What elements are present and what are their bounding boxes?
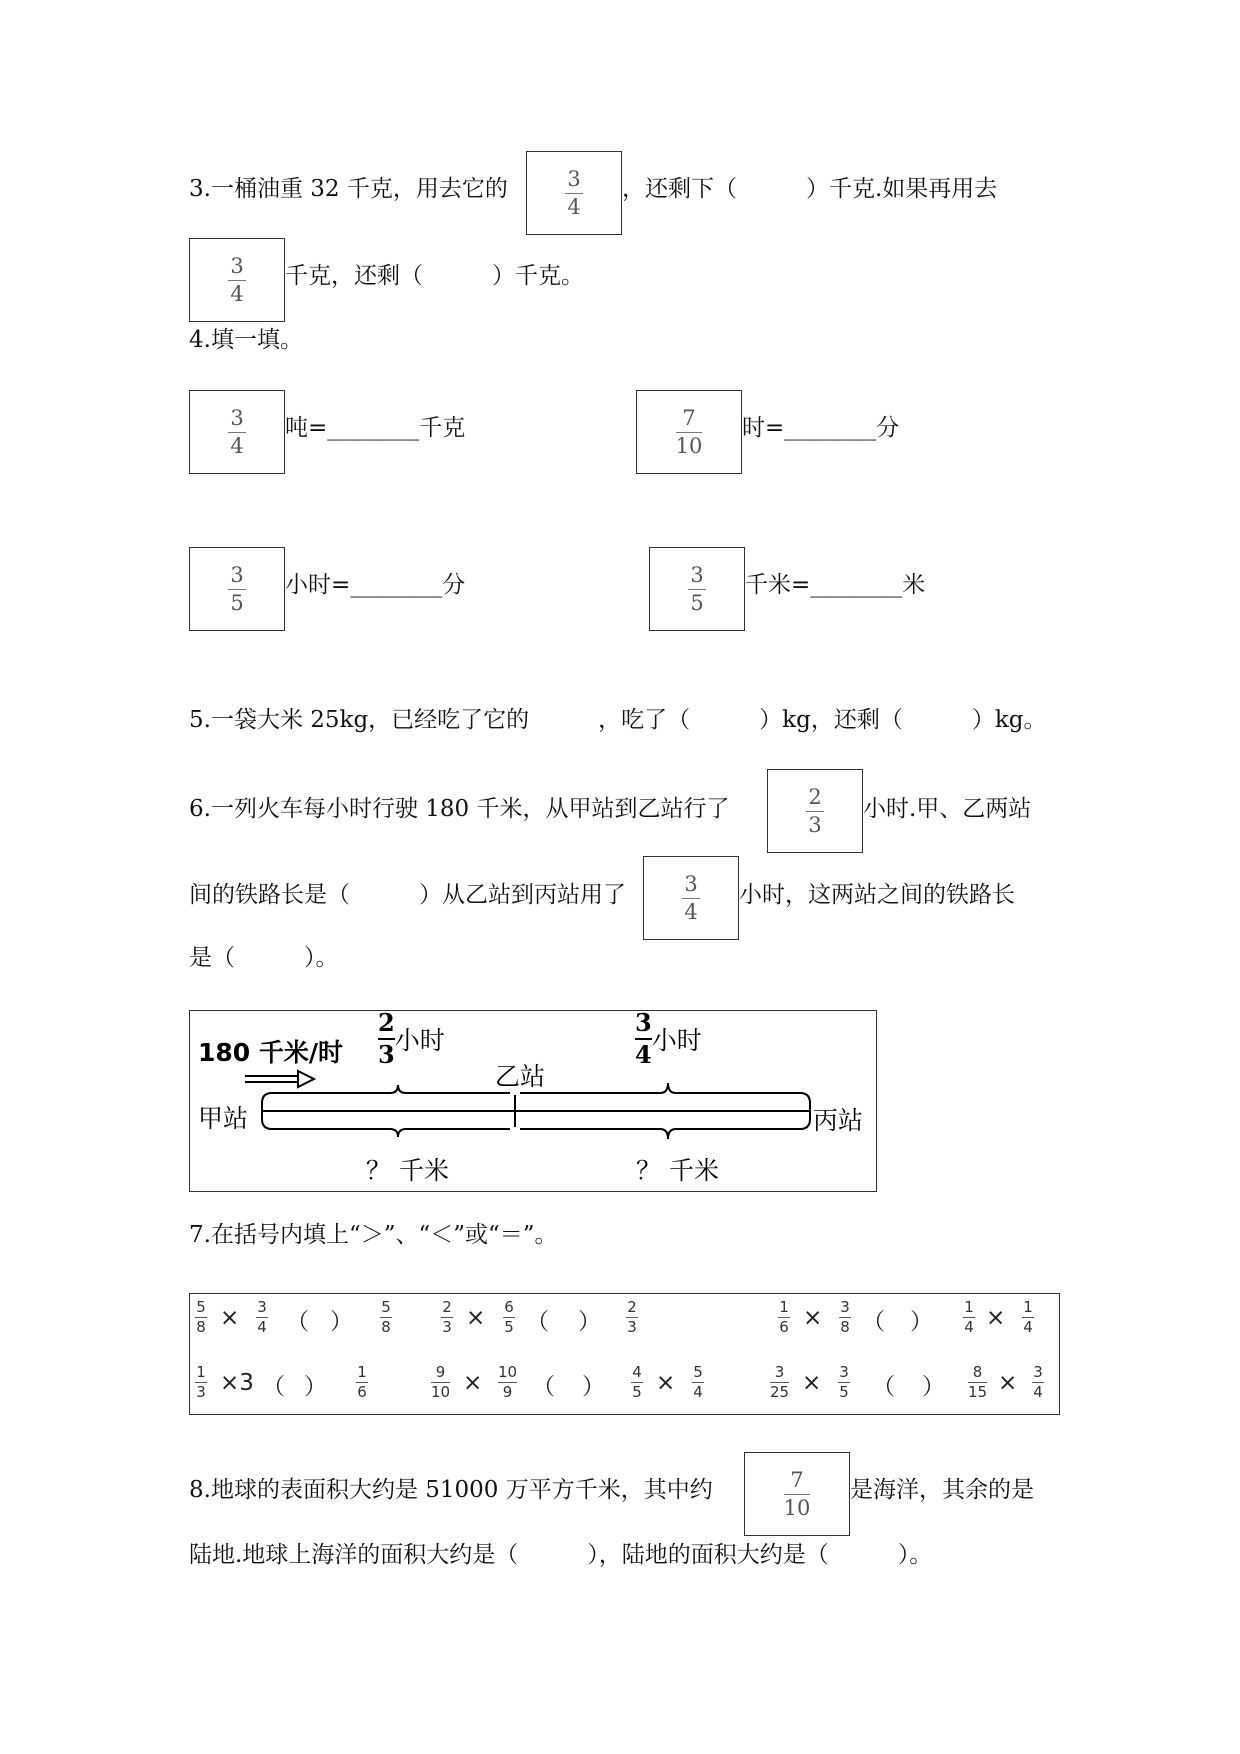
times-sign: × (466, 1305, 486, 1331)
q4-title: 4.填一填。 (189, 327, 303, 353)
fraction: $\frac{3}{4}$ (228, 256, 246, 305)
track-bottom-brace-1 (262, 1119, 510, 1137)
fraction: 10 9 (498, 1363, 518, 1401)
fraction: 3 25 (770, 1363, 790, 1401)
fraction: 5 8 (381, 1298, 391, 1336)
distance2-label: ？ 千米 (636, 1156, 719, 1185)
station-a-label: 甲站 (198, 1104, 249, 1133)
fraction: 2 3 (442, 1298, 452, 1336)
fraction: 9 10 (431, 1363, 451, 1401)
station-c-label: 丙站 (813, 1106, 864, 1135)
fraction: $\frac{2}{3}$ (806, 787, 824, 836)
q4-item4-text: 千米=________米 (745, 572, 926, 598)
q4-fraction-box-2 (636, 390, 742, 474)
fraction: 1 4 (1023, 1298, 1033, 1336)
paren-right: ） (582, 1374, 605, 1400)
times-three: ×3 (220, 1370, 254, 1396)
fraction: 5 4 (693, 1363, 703, 1401)
fraction: 1 4 (964, 1298, 974, 1336)
q4-fraction-box-3 (189, 547, 285, 631)
fraction: 4 5 (632, 1363, 642, 1401)
q4-item3-text: 小时=________分 (285, 572, 466, 598)
paren-left: （ (872, 1374, 895, 1400)
q6-line2-text: 间的铁路长是（ ）从乙站到丙站用了 (189, 882, 626, 908)
fraction: 3 8 (840, 1298, 850, 1336)
speed-label: 180 千米/时 (198, 1038, 344, 1067)
q5-text: 5.一袋大米 25kg，已经吃了它的 ，吃了（ ）kg，还剩（ ）kg。 (189, 707, 1047, 733)
fraction: 5 8 (196, 1298, 206, 1336)
q6-fraction-box-2 (643, 856, 739, 940)
paren-right: ） (910, 1309, 933, 1335)
q3-fraction-box-1 (526, 151, 622, 235)
fraction: 3 4 (1033, 1363, 1043, 1401)
time1-label: $\frac{2}{3}$ 小时 (378, 1008, 445, 1069)
q6-line2-after: 小时，这两站之间的铁路长 (739, 882, 1015, 908)
paren-right: ） (578, 1309, 601, 1335)
q7-title: 7.在括号内填上“＞”、“＜”或“＝”。 (189, 1222, 558, 1248)
fraction: $\frac{7}{10}$ (783, 1467, 811, 1520)
times-sign: × (220, 1305, 240, 1331)
times-sign: × (986, 1305, 1006, 1331)
paren-left: （ (262, 1374, 285, 1400)
comparison-table (189, 1293, 1060, 1415)
q3-line1-after: ，还剩下（ ）千克.如果再用去 (622, 176, 998, 202)
distance1-label: ？ 千米 (366, 1156, 449, 1185)
station-b-label: 乙站 (495, 1062, 546, 1091)
q8-line2-text: 陆地.地球上海洋的面积大约是（ ），陆地的面积大约是（ ）。 (189, 1542, 933, 1568)
q6-line1-text: 6.一列火车每小时行驶 180 千米，从甲站到乙站行了 (189, 796, 730, 822)
time2-label: $\frac{3}{4}$ 小时 (635, 1008, 702, 1069)
times-sign: × (656, 1370, 676, 1396)
q3-fraction-box-2 (189, 238, 285, 322)
q4-fraction-box-1 (189, 390, 285, 474)
track-top-brace-1 (262, 1085, 510, 1103)
fraction: $\frac{3}{5}$ (228, 565, 246, 614)
q8-fraction-box (744, 1452, 850, 1536)
q6-line1-after: 小时.甲、乙两站 (863, 796, 1032, 822)
fraction: $\frac{3}{5}$ (688, 565, 706, 614)
fraction: 1 6 (357, 1363, 367, 1401)
fraction: $\frac{3}{4}$ (228, 408, 246, 457)
fraction: 2 3 (627, 1298, 637, 1336)
paren-right: ） (330, 1309, 353, 1335)
paren-left: （ (286, 1309, 309, 1335)
fraction: $\frac{3}{4}$ (635, 1008, 652, 1069)
fraction: 6 5 (504, 1298, 514, 1336)
times-sign: × (463, 1370, 483, 1396)
paren-right: ） (922, 1374, 945, 1400)
direction-arrow-icon (245, 1071, 314, 1087)
paren-left: （ (526, 1309, 549, 1335)
fraction: 3 5 (839, 1363, 849, 1401)
q4-item1-text: 吨=________千克 (285, 415, 466, 441)
paren-left: （ (532, 1374, 555, 1400)
q3-line1-text: 3.一桶油重 32 千克，用去它的 (189, 176, 508, 202)
fraction: $\frac{3}{4}$ (565, 169, 583, 218)
fraction: 1 6 (779, 1298, 789, 1336)
q6-line3-text: 是（ ）。 (189, 945, 339, 971)
railway-diagram (189, 1010, 877, 1192)
q8-line1-after: 是海洋，其余的是 (850, 1477, 1034, 1503)
track-top-brace-2 (520, 1083, 810, 1103)
q4-fraction-box-4 (649, 547, 745, 631)
paren-left: （ (862, 1309, 885, 1335)
q8-line1-text: 8.地球的表面积大约是 51000 万平方千米，其中约 (189, 1477, 713, 1503)
fraction: 8 15 (968, 1363, 988, 1401)
fraction: $\frac{3}{4}$ (682, 874, 700, 923)
q4-item2-text: 时=________分 (742, 415, 900, 441)
q3-line2-text: 千克，还剩（ ）千克。 (285, 263, 584, 289)
q6-fraction-box-1 (767, 769, 863, 853)
times-sign: × (802, 1370, 822, 1396)
paren-right: ） (304, 1374, 327, 1400)
fraction: 1 3 (196, 1363, 206, 1401)
times-sign: × (998, 1370, 1018, 1396)
fraction: $\frac{7}{10}$ (675, 405, 703, 458)
times-sign: × (803, 1305, 823, 1331)
track-bottom-brace-2 (520, 1119, 810, 1139)
fraction: 3 4 (257, 1298, 267, 1336)
fraction: $\frac{2}{3}$ (378, 1008, 395, 1069)
